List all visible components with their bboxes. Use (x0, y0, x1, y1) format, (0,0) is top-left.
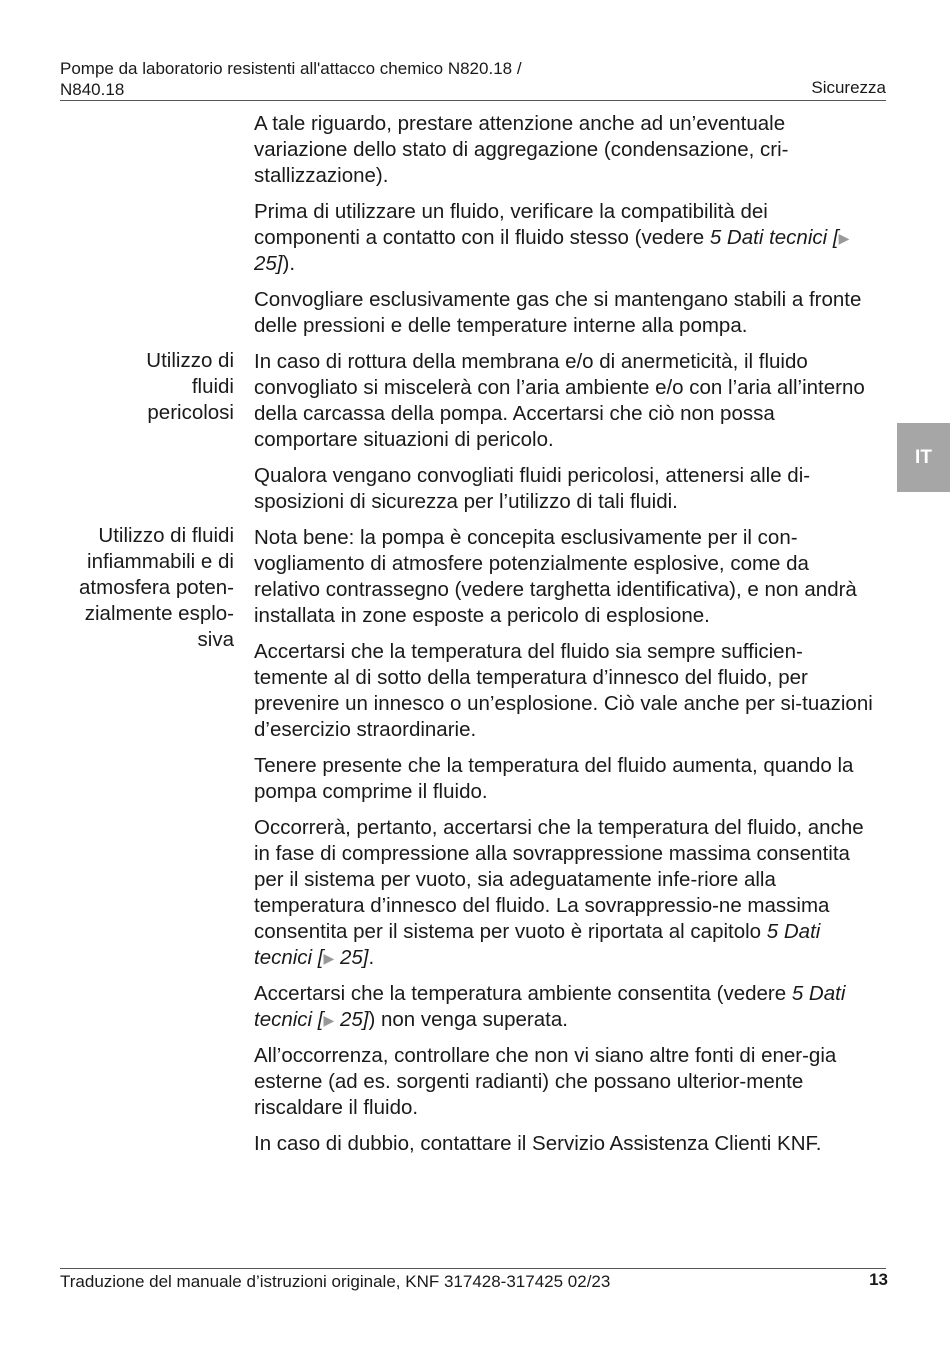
reference-chapter: 5 Dati tecnici [ (254, 982, 846, 1031)
paragraph: All’occorrenza, controllare che non vi siano altre fonti di ener-gia esterne (ad es. sorgenti radianti) che possano ulterior-mente riscaldare il fluido. (254, 1044, 837, 1119)
paragraph: A tale riguardo, prestare attenzione anche ad un’eventuale variazione dello stato di aggregazione (condensazione, cri-stallizzazione). (254, 112, 789, 187)
language-tab: IT (897, 423, 950, 492)
paragraph: In caso di rottura della membrana e/o di anermeticità, il fluido convogliato si miscelerà con l’aria ambiente e/o con l’aria all’interno della carcassa della pompa. Accertarsi che ciò non possa comportare situazioni di pericolo. (254, 350, 865, 451)
paragraph (254, 815, 874, 971)
paragraph-text: Prima di utilizzare un fluido, verificare la compatibilità dei componenti a contatto con il fluido stesso (vedere (254, 200, 768, 249)
header-divider (60, 100, 886, 101)
paragraph: Qualora vengano convogliati fluidi pericolosi, attenersi alle di-sposizioni di sicurezza per l’utilizzo di tali fluidi. (254, 464, 811, 513)
paragraph: Tenere presente che la temperatura del fluido aumenta, quando la pompa comprime il fluido. (254, 754, 854, 803)
body-text (254, 111, 874, 1167)
reference-page: 25] (334, 946, 369, 969)
header-title: Pompe da laboratorio resistenti all'attacco chemico N820.18 / N840.18 (60, 59, 522, 99)
reference-chapter: 5 Dati tecnici [ (709, 226, 839, 249)
reference-page: 25] (254, 252, 283, 275)
paragraph-text: ). (282, 252, 296, 275)
page-number: 13 (869, 1270, 888, 1289)
arrow-right-icon: ▶ (323, 1012, 335, 1028)
reference-page: 25] (334, 1008, 369, 1031)
side-label-flammable-fluids: Utilizzo di fluidi infiammabili e di atmosfera poten-zialmente esplo-siva (79, 524, 234, 651)
paragraph: Accertarsi che la temperatura del fluido sia sempre sufficien-temente al di sotto della temperatura d’innesco del fluido, per prevenire un innesco o un’esplosione. Ciò vale anche per si-tuazioni d’esercizio straordinarie. (254, 640, 873, 741)
paragraph (254, 199, 874, 277)
paragraph: In caso di dubbio, contattare il Servizio Assistenza Clienti KNF. (254, 1132, 822, 1155)
paragraph-text: ) non venga superata. (368, 1008, 568, 1031)
reference-chapter: 5 Dati tecnici [ (254, 920, 821, 969)
side-label-hazardous-fluids: Utilizzo di fluidi pericolosi (146, 349, 234, 424)
paragraph (254, 981, 874, 1033)
paragraph-text: Occorrerà, pertanto, accertarsi che la temperatura del fluido, anche in fase di compressione alla sovrappressione massima consentita per il sistema per vuoto, sia adeguatamente infe-riore alla temperatura d’innesco del fluido. La sovrappressio-ne massima consentita per il sistema per vuoto è riportata al capitolo (254, 816, 864, 943)
arrow-right-icon: ▶ (838, 230, 850, 246)
paragraph: Nota bene: la pompa è concepita esclusivamente per il con-vogliamento di atmosfere potenzialmente esplosive, come da relativo contrassegno (vedere targhetta identificativa), e non andrà installata in zone esposte a pericolo di esplosione. (254, 526, 857, 627)
paragraph-text: Accertarsi che la temperatura ambiente consentita (vedere (254, 982, 792, 1005)
footer-text: Traduzione del manuale d’istruzioni originale, KNF 317428-317425 02/23 (60, 1272, 611, 1291)
section-title: Sicurezza (811, 78, 886, 97)
footer-divider (60, 1268, 886, 1269)
paragraph: Convogliare esclusivamente gas che si mantengano stabili a fronte delle pressioni e delle temperature interne alla pompa. (254, 288, 862, 337)
paragraph-text: . (368, 946, 375, 969)
arrow-right-icon: ▶ (323, 950, 335, 966)
